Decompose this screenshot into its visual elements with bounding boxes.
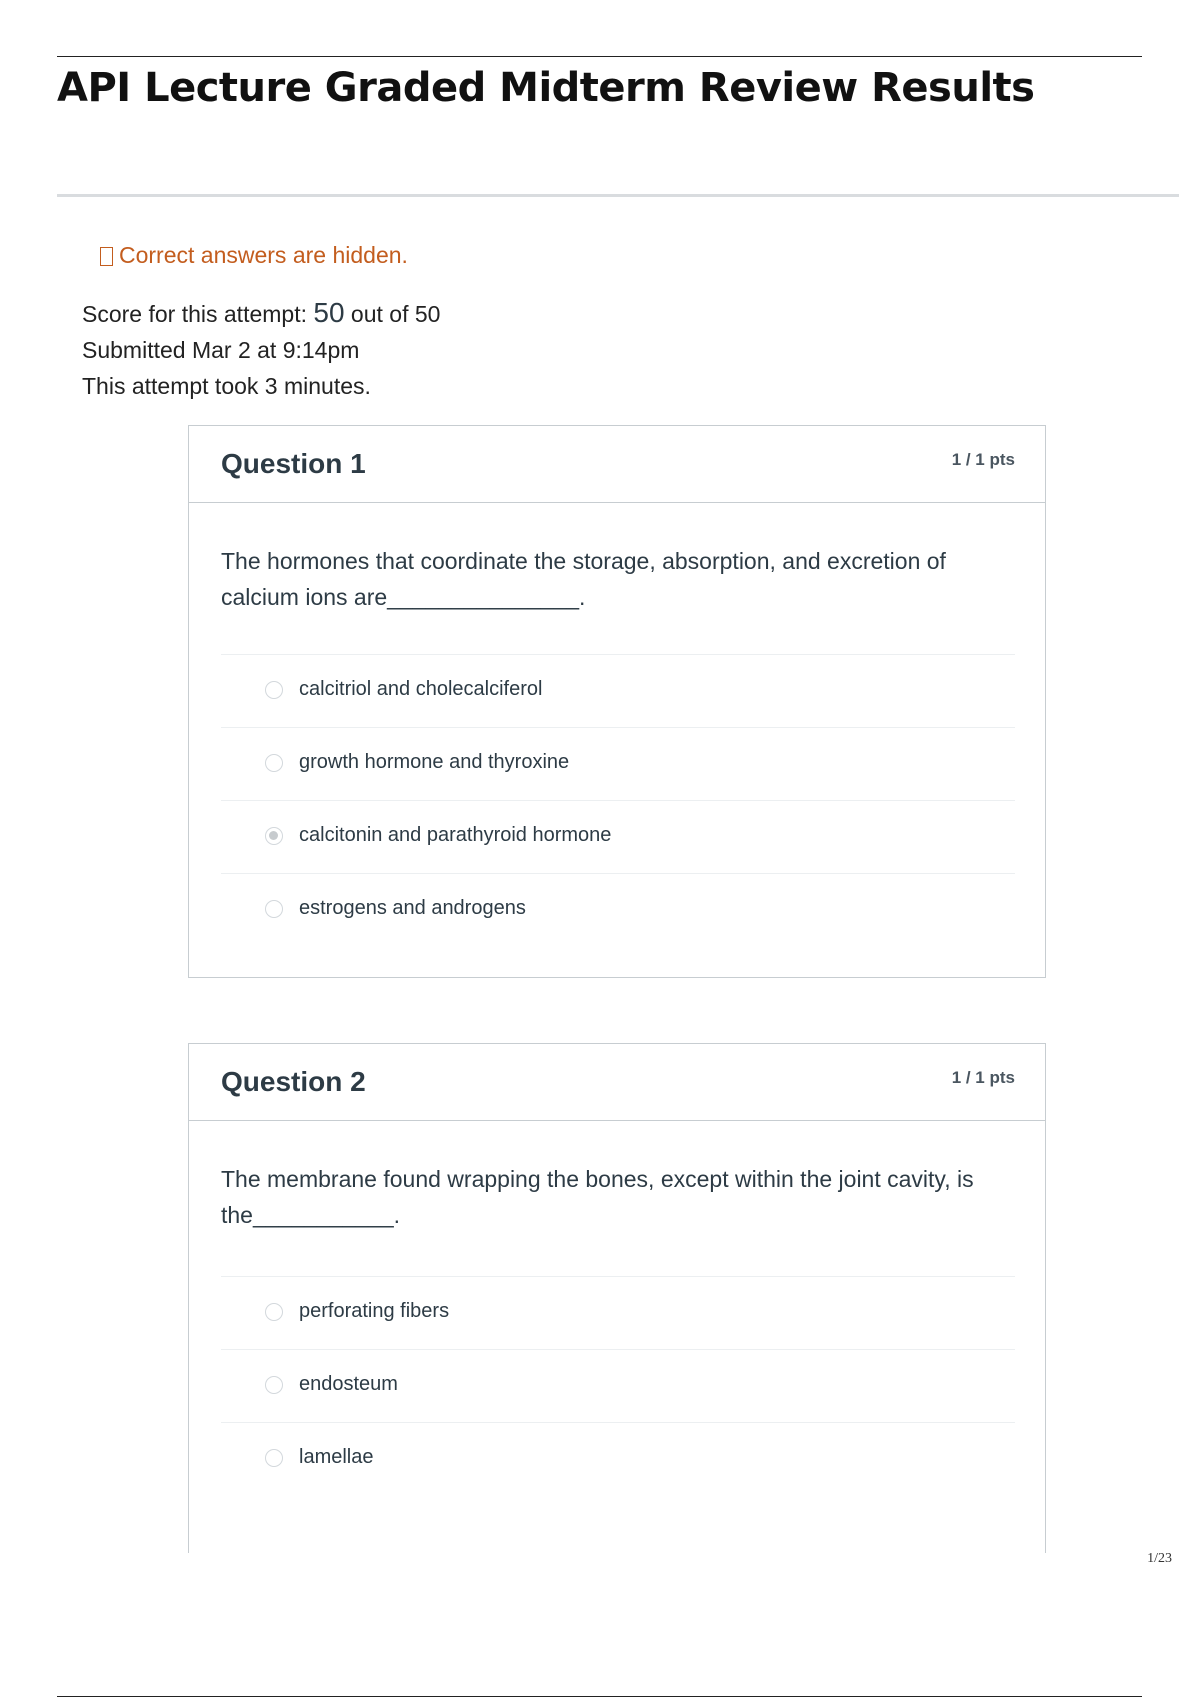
score-prefix: Score for this attempt: [82,301,307,327]
question-title: Question 2 [221,1066,366,1097]
score-value: 50 [313,297,345,328]
question-card [188,425,1046,978]
radio-button[interactable] [265,900,283,918]
answer-option[interactable] [221,1349,1015,1422]
answer-list [221,1276,1015,1495]
score-suffix: out of 50 [350,301,441,327]
question-title: Question 1 [221,448,366,479]
answer-label: endosteum [299,1373,398,1395]
answer-option[interactable] [221,654,1015,727]
question-points: 1 / 1 pts [951,1068,1015,1087]
radio-button[interactable] [265,754,283,772]
score-line [82,295,440,332]
radio-button-selected[interactable] [265,827,283,845]
answer-label: calcitriol and cholecalciferol [299,678,543,700]
answer-option[interactable] [221,1276,1015,1349]
page-title: API Lecture Graded Midterm Review Results [57,65,1035,111]
question-header [189,1044,1045,1121]
radio-button[interactable] [265,681,283,699]
radio-button[interactable] [265,1449,283,1467]
page-top-rule [57,56,1142,57]
question-text: The hormones that coordinate the storage, absorption, and excretion of calcium ions are_______________. [221,548,946,610]
page-number: 1/23 [1147,1551,1172,1566]
attempt-duration: This attempt took 3 minutes. [82,373,371,399]
radio-button[interactable] [265,1303,283,1321]
radio-button[interactable] [265,1376,283,1394]
answer-label: growth hormone and thyroxine [299,751,570,773]
correct-answers-hidden-notice [100,240,408,270]
answer-label: estrogens and androgens [299,897,526,919]
answer-list [221,654,1015,946]
submitted-time: Submitted Mar 2 at 9:14pm [82,337,360,363]
attempt-summary [82,295,440,404]
question-header [189,426,1045,503]
question-card [188,1043,1046,1553]
answer-option[interactable] [221,727,1015,800]
info-icon [100,247,113,266]
question-points: 1 / 1 pts [951,450,1015,469]
answer-label: calcitonin and parathyroid hormone [299,824,612,846]
page-bottom-rule [57,1696,1142,1697]
answer-option[interactable] [221,800,1015,873]
notice-text: Correct answers are hidden. [119,242,408,268]
answer-label: lamellae [299,1446,374,1468]
question-text: The membrane found wrapping the bones, except within the joint cavity, is the___________. [221,1166,974,1228]
answer-option[interactable] [221,1422,1015,1495]
answer-label: perforating fibers [299,1300,450,1322]
title-divider [57,194,1179,197]
answer-option[interactable] [221,873,1015,946]
